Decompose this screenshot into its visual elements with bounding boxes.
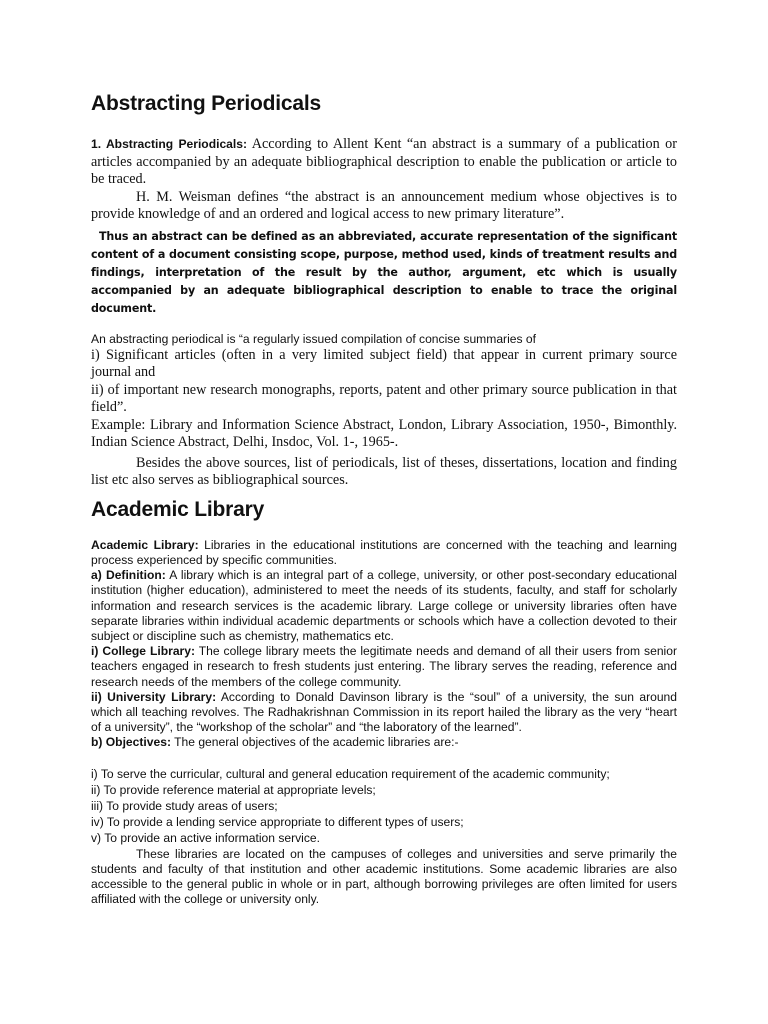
paragraph-abstract-summary: Thus an abstract can be defined as an abbreviated, accurate representation of the significant content of a document consisting scope, purpose, method used, kinds of treatment results and findings, interpretation of the result by the author, argument, etc which is usually accompanied by an adequate bibliographical description to enable to trace the original document. (91, 229, 677, 315)
section-title-academic-library: Academic Library (91, 497, 265, 521)
paragraph-lead: i) College Library: (91, 644, 196, 659)
paragraph-lead: a) Definition: (91, 568, 166, 583)
paragraph-other-sources: Besides the above sources, list of periodicals, list of theses, dissertations, location and finding list etc also serves as bibliographical sources. (91, 454, 677, 489)
paragraph-significant-articles: i) Significant articles (often in a very limited subject field) that appear in current primary source journal and (91, 346, 677, 381)
paragraph-abstracting-periodical: An abstracting periodical is “a regularly issued compilation of concise summaries of (91, 331, 536, 346)
document-page (91, 88, 677, 907)
paragraph-text: A library which is an integral part of a college, university, or other post-secondary educational institution (higher education), administered to meet the needs of its students, faculty, and staff for scholarly information and research services is the academic library. Large college or university libraries often have separate libraries within individual academic departments or schools which have a collection devoted to their subject or discipline such as chemistry, mathematics etc. (91, 568, 677, 643)
paragraph-objectives (91, 735, 677, 750)
paragraph-text: According to Donald Davinson library is the “soul” of a university, the sun around which all teaching revolves. The Radhakrishnan Commission in its report hailed the library as the very “heart of a university”, the “workshop of the scholar” and “the laboratory of the learned”. (91, 689, 677, 735)
paragraph-text: Libraries in the educational institutions are concerned with the teaching and learning process experienced by specific communities. (91, 537, 677, 567)
paragraph-college-library (91, 644, 677, 690)
list-item: v) To provide an active information service. (91, 831, 320, 846)
list-item: iii) To provide study areas of users; (91, 798, 278, 813)
paragraph-lead: Academic Library: (91, 537, 199, 552)
list-item: iv) To provide a lending service appropriate to different types of users; (91, 815, 464, 830)
paragraph-closing: These libraries are located on the campuses of colleges and universities and serve primarily the students and faculty of that institution and other academic institutions. Some academic libraries are also accessible to the general public in whole or in part, although borrowing privileges are often limited for users affiliated with the college or university only. (91, 846, 677, 907)
paragraph-lead: 1. Abstracting Periodicals: (91, 137, 248, 151)
paragraph-text: According to Allent Kent “an abstract is a summary of a publication or articles accompanied by an adequate bibliographical description to enable the publication or article to be traced. (91, 136, 677, 187)
paragraph-text: The college library meets the legitimate needs and demand of all their users from senior teachers engaged in research to fresh students just entering. The library serves the reading, reference and research needs of the members of the college community. (91, 644, 677, 689)
paragraph-lead: b) Objectives: (91, 735, 171, 750)
paragraph-text: The general objectives of the academic libraries are:- (170, 735, 459, 750)
list-item: i) To serve the curricular, cultural and general education requirement of the academic community; (91, 766, 610, 781)
objectives-list (91, 766, 677, 847)
list-item: ii) To provide reference material at appropriate levels; (91, 782, 376, 797)
paragraph-lead: ii) University Library: (91, 689, 217, 704)
paragraph-research-monographs: ii) of important new research monographs, reports, patent and other primary source publication in that field”. (91, 381, 677, 416)
paragraph-definition (91, 568, 677, 644)
paragraph-weisman: H. M. Weisman defines “the abstract is an announcement medium whose objectives is to provide knowledge of and an ordered and logical access to new primary literature”. (91, 188, 677, 222)
section-title-abstracting-periodicals: Abstracting Periodicals (91, 92, 321, 115)
paragraph-example: Example: Library and Information Science Abstract, London, Library Association, 1950-, Bimonthly. Indian Science Abstract, Delhi, Insdoc, Vol. 1-, 1965-. (91, 416, 677, 451)
paragraph-university-library (91, 690, 677, 736)
paragraph-academic-library-intro (91, 538, 677, 568)
paragraph-abstract-definition (91, 136, 677, 189)
